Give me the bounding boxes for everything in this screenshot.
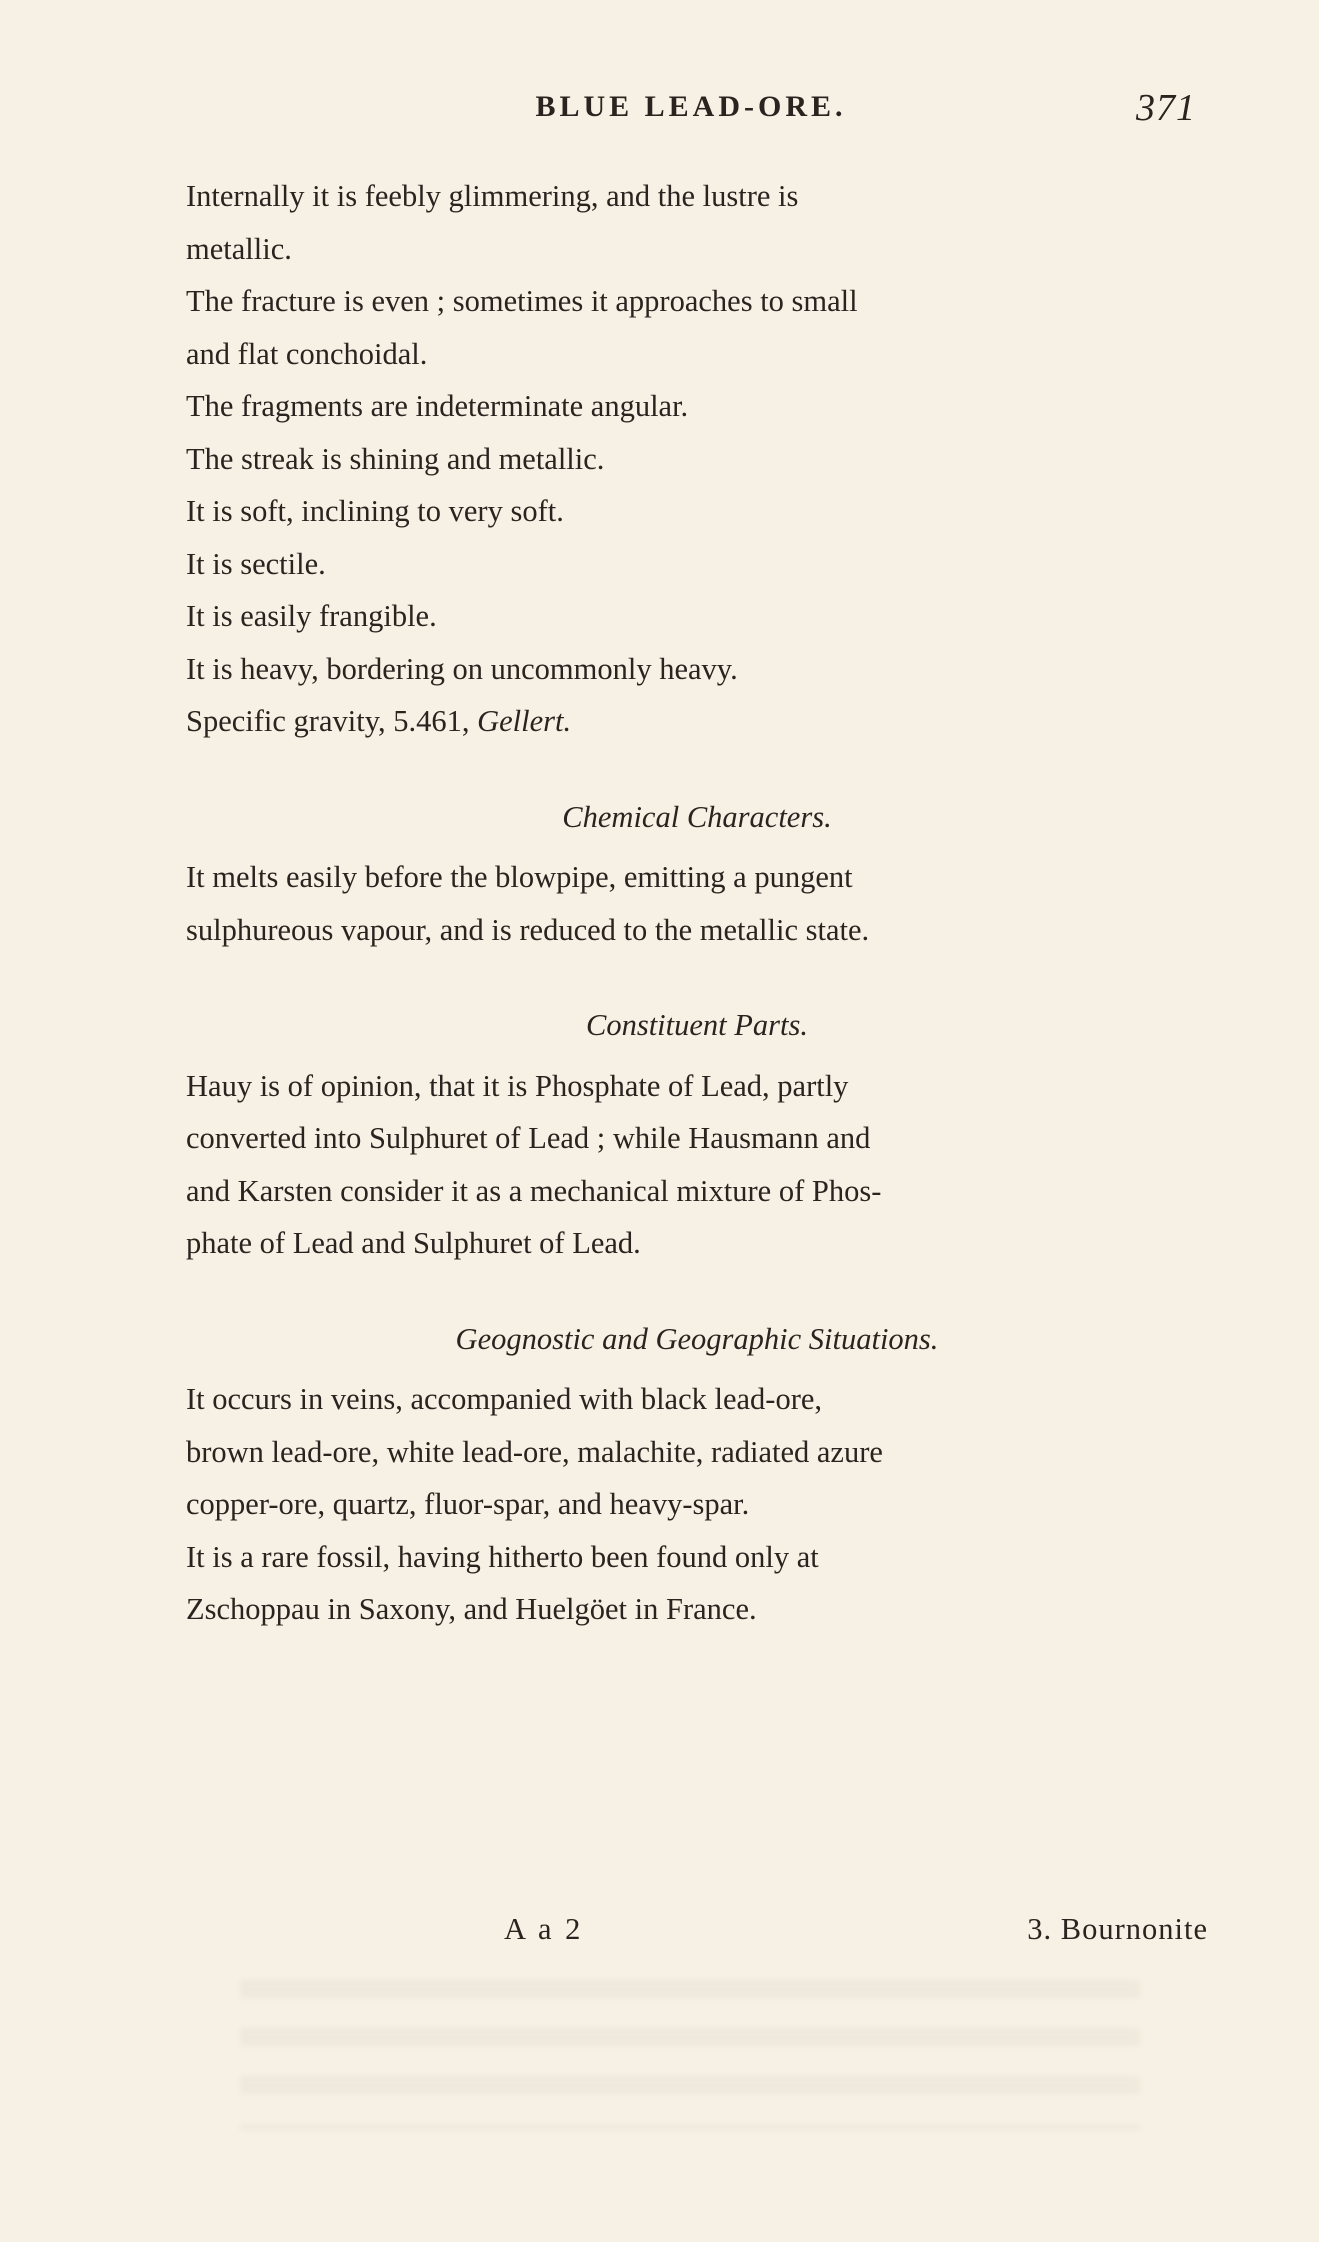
section-heading-geognostic: Geognostic and Geographic Situations. [455, 1321, 939, 1356]
section-heading-constituent: Constituent Parts. [586, 1008, 808, 1042]
text-line: It is sectile. [186, 546, 326, 581]
text-line: sulphureous vapour, and is reduced to the metallic state. [186, 912, 870, 947]
running-title: BLUE LEAD-ORE. [535, 90, 847, 123]
text-line: It is a rare fossil, having hitherto been found only at [186, 1539, 819, 1574]
text-line [186, 695, 1208, 748]
body-text [186, 170, 1208, 1636]
text-line: and Karsten consider it as a mechanical mixture of Phos- [186, 1173, 882, 1208]
text-line: The streak is shining and metallic. [186, 441, 605, 476]
text-line: converted into Sulphuret of Lead ; while Hausmann and [186, 1121, 871, 1155]
text-line: brown lead-ore, white lead-ore, malachite, radiated azure [186, 1434, 883, 1469]
author-citation: Gellert. [477, 704, 572, 738]
bleed-through-shadow [240, 1980, 1140, 2130]
text-line: phate of Lead and Sulphuret of Lead. [186, 1226, 641, 1260]
page-footer [186, 1912, 1208, 1962]
catchword: 3. Bournonite [1027, 1912, 1208, 1946]
text-line: It is heavy, bordering on uncommonly heavy. [186, 651, 738, 686]
text-line: copper-ore, quartz, fluor-spar, and heavy-spar. [186, 1487, 750, 1521]
text-line: It occurs in veins, accompanied with black lead-ore, [186, 1382, 823, 1416]
text-line: It melts easily before the blowpipe, emitting a pungent [186, 860, 853, 894]
text-line: and flat conchoidal. [186, 336, 428, 371]
specific-gravity-text: Specific gravity, 5.461, [186, 704, 478, 738]
text-line: Hauy is of opinion, that it is Phosphate of Lead, partly [186, 1068, 849, 1103]
text-line: The fracture is even ; sometimes it approaches to small [186, 284, 858, 318]
text-line: The fragments are indeterminate angular. [186, 389, 689, 423]
text-line: It is soft, inclining to very soft. [186, 494, 564, 528]
text-line: It is easily frangible. [186, 599, 437, 633]
page-number: 371 [1136, 87, 1196, 129]
text-line: Zschoppau in Saxony, and Huelgöet in France. [186, 1592, 757, 1626]
text-line: metallic. [186, 231, 292, 266]
text-line: Internally it is feebly glimmering, and the lustre is [186, 179, 799, 213]
running-head [186, 87, 1196, 140]
section-heading-chemical: Chemical Characters. [562, 799, 832, 834]
signature-mark: A a 2 [504, 1912, 584, 1946]
